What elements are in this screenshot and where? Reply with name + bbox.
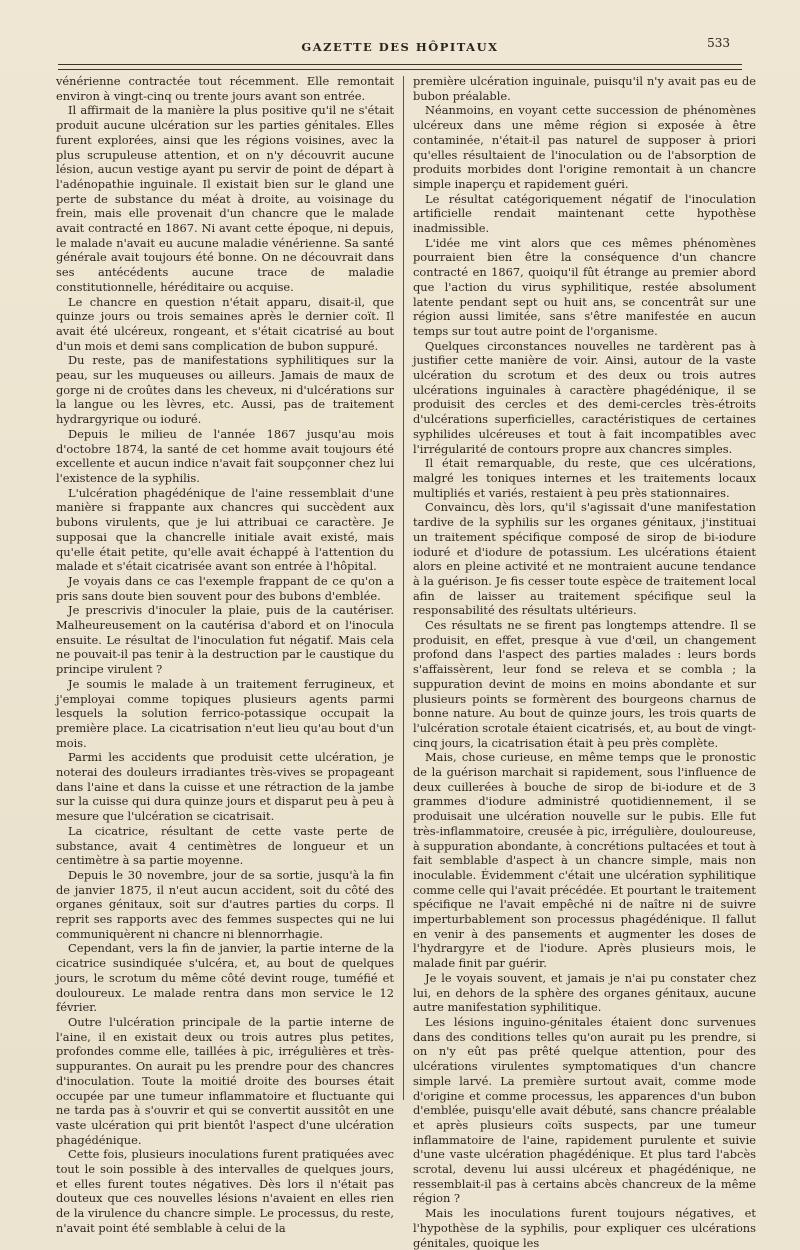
paragraph: Du reste, pas de manifestations syphilitiques sur la peau, sur les muqueuses ou ailleurs. Jamais de maux de gorge ni de croûtes dans les cheveux, ni d'ulcérations sur la langue ou les lèvres, etc. Aussi, pas de traitement hydrargyrique ou ioduré. bbox=[56, 353, 394, 427]
right-column bbox=[413, 74, 756, 1250]
text-columns bbox=[56, 74, 756, 1250]
page-header bbox=[58, 36, 742, 58]
paragraph: Le chancre en question n'était apparu, disait-il, que quinze jours ou trois semaines après le dernier coït. Il avait été ulcéreux, rongeant, et s'était cicatrisé au bout d'un mois et demi sans complication de bubon suppuré. bbox=[56, 294, 394, 353]
paragraph: vénérienne contractée tout récemment. Elle remontait environ à vingt-cinq ou trente jours avant son entrée. bbox=[56, 74, 394, 103]
header-rule bbox=[58, 64, 742, 70]
paragraph: La cicatrice, résultant de cette vaste perte de substance, avait 4 centimètres de longueur et un centimètre à sa partie moyenne. bbox=[56, 823, 394, 868]
paragraph: Le résultat catégoriquement négatif de l'inoculation artificielle rendait maintenant cette hypothèse inadmissible. bbox=[413, 191, 756, 236]
journal-title: GAZETTE DES HÔPITAUX bbox=[301, 40, 499, 54]
paragraph: Quelques circonstances nouvelles ne tardèrent pas à justifier cette manière de voir. Ainsi, autour de la vaste ulcération du scrotum et des deux ou trois autres ulcérations inguinales à caractère phagédénique, il se produisit des cercles et des demi-cercles très-étroits d'ulcérations superficielles, caractéristiques de certaines syphilides ulcéreuses et tout à fait incompatibles avec l'irrégularité de contours propre aux chancres simples. bbox=[413, 338, 756, 456]
paragraph: Cette fois, plusieurs inoculations furent pratiquées avec tout le soin possible à des intervalles de quelques jours, et elles furent toutes négatives. Dès lors il n'était pas douteux que ces nouvelles lésions n'avaient en elles rien de la virulence du chancre simple. Le processus, du reste, n'avait point été semblable à celui de la bbox=[56, 1147, 394, 1235]
paragraph: Les lésions inguino-génitales étaient donc survenues dans des conditions telles qu'on aurait pu les prendre, si on n'y eût pas prêté quelque attention, pour des ulcérations virulentes symptomatiques d'un chancre simple larvé. La première surtout avait, comme mode d'origine et comme processus, les apparences d'un bubon d'emblée, puisqu'elle avait débuté, sans chancre préalable et après plusieurs coïts suspects, par une tumeur inflammatoire de l'aine, rapidement purulente et suivie d'une vaste ulcération phagédénique. Et plus tard l'abcès scrotal, devenu lui aussi ulcéreux et phagédénique, ne ressemblait-il pas à certains abcès chancreux de la même région ? bbox=[413, 1015, 756, 1206]
paragraph: Mais, chose curieuse, en même temps que le pronostic de la guérison marchait si rapidement, sous l'influence de deux cuillerées à bouche de sirop de bi-iodure et de 3 grammes d'iodure administré quotidiennement, il se produisait une ulcération nouvelle sur le pubis. Elle fut très-inflammatoire, creusée à pic, irrégulière, douloureuse, à suppuration abondante, à concrétions pultacées et tout à fait semblable d'aspect à un chancre simple, mais non inoculable. Évidemment c'était une ulcération syphilitique comme celle qui l'avait précédée. Et pourtant le traitement spécifique ne l'avait empêché ni de naître ni de suivre imperturbablement son processus phagédénique. Il fallut en venir à des pansements et augmenter les doses de l'hydrargyre et de l'iodure. Après plusieurs mois, le malade finit par guérir. bbox=[413, 750, 756, 971]
paragraph: Ces résultats ne se firent pas longtemps attendre. Il se produisit, en effet, presque à vue d'œil, un changement profond dans l'aspect des parties malades : leurs bords s'affaissèrent, leur fond se releva et se combla ; la suppuration devint de moins en moins abondante et sur plusieurs points se formèrent des bourgeons charnus de bonne nature. Au bout de quinze jours, les trois quarts de l'ulcération scrotale étaient cicatrisés, et, au bout de vingt-cinq jours, la cicatrisation était à peu près complète. bbox=[413, 618, 756, 750]
paragraph: première ulcération inguinale, puisqu'il n'y avait pas eu de bubon préalable. bbox=[413, 74, 756, 103]
paragraph: Néanmoins, en voyant cette succession de phénomènes ulcéreux dans une même région si exposée à être contaminée, n'était-il pas naturel de supposer à priori qu'elles résultaient de l'inoculation ou de l'absorption de produits morbides dont l'origine remontait à un chancre simple inaperçu et rapidement guéri. bbox=[413, 103, 756, 191]
paragraph: Outre l'ulcération principale de la partie interne de l'aine, il en existait deux ou trois autres plus petites, profondes comme elle, taillées à pic, irrégulières et très-suppurantes. On aurait pu les prendre pour des chancres d'inoculation. Toute la moitié droite des bourses était occupée par une tumeur inflammatoire et fluctuante qui ne tarda pas à s'ouvrir et qui se convertit aussitôt en une vaste ulcération qui prit bientôt l'aspect d'une ulcération phagédénique. bbox=[56, 1015, 394, 1147]
column-divider bbox=[403, 76, 404, 1100]
paragraph: Cependant, vers la fin de janvier, la partie interne de la cicatrice susindiquée s'ulcéra, et, au bout de quelques jours, le scrotum du même côté devint rouge, tuméfié et douloureux. Le malade rentra dans mon service le 12 février. bbox=[56, 941, 394, 1015]
paragraph: Il était remarquable, du reste, que ces ulcérations, malgré les toniques internes et les traitements locaux multipliés et variés, restaient à peu près stationnaires. bbox=[413, 456, 756, 500]
paragraph: L'idée me vint alors que ces mêmes phénomènes pourraient bien être la conséquence d'un chancre contracté en 1867, quoiqu'il fût étrange au premier abord que l'action du virus syphilitique, restée absolument latente pendant sept ou huit ans, se concentrât sur une région aussi limitée, sans s'être manifestée en aucun temps sur tout autre point de l'organisme. bbox=[413, 235, 756, 338]
paragraph: L'ulcération phagédénique de l'aine ressemblait d'une manière si frappante aux chancres qui succèdent aux bubons virulents, que je lui attribuai ce caractère. Je supposai que la chancrelle initiale avait existé, mais qu'elle était petite, qu'elle avait échappé à l'attention du malade et s'était cicatrisée avant son entrée à l'hôpital. bbox=[56, 485, 394, 574]
paragraph: Je le voyais souvent, et jamais je n'ai pu constater chez lui, en dehors de la sphère des organes génitaux, aucune autre manifestation syphilitique. bbox=[413, 970, 756, 1015]
paragraph: Il affirmait de la manière la plus positive qu'il ne s'était produit aucune ulcération sur les parties génitales. Elles furent explorées, ainsi que les régions voisines, avec la plus scrupuleuse attention, et on n'y découvrit aucune lésion, aucun vestige ayant pu servir de point de départ à l'adénopathie inguinale. Il existait bien sur le gland une perte de substance du méat à droite, au voisinage du frein, mais elle provenait d'un chancre que le malade avait contracté en 1867. Ni avant cette époque, ni depuis, le malade n'avait eu aucune maladie vénérienne. Sa santé générale avait toujours été bonne. On ne découvrait dans ses antécédents aucune trace de maladie constitutionnelle, héréditaire ou acquise. bbox=[56, 103, 394, 294]
left-column bbox=[56, 74, 394, 1235]
paragraph: Parmi les accidents que produisit cette ulcération, je noterai des douleurs irradiantes très-vives se propageant dans l'aine et dans la cuisse et une rétraction de la jambe sur la cuisse qui dura quinze jours et disparut peu à peu à mesure que l'ulcération se cicatrisait. bbox=[56, 750, 394, 824]
paragraph: Depuis le milieu de l'année 1867 jusqu'au mois d'octobre 1874, la santé de cet homme avait toujours été excellente et aucun indice n'avait fait soupçonner chez lui l'existence de la syphilis. bbox=[56, 426, 394, 485]
paragraph: Je voyais dans ce cas l'exemple frappant de ce qu'on a pris sans doute bien souvent pour des bubons d'emblée. bbox=[56, 573, 394, 603]
paragraph: Je prescrivis d'inoculer la plaie, puis de la cautériser. Malheureusement on la cautérisa d'abord et on l'inocula ensuite. Le résultat de l'inoculation fut négatif. Mais cela ne pouvait-il pas tenir à la destruction par le caustique du principe virulent ? bbox=[56, 603, 394, 677]
paragraph: Mais les inoculations furent toujours négatives, et l'hypothèse de la syphilis, pour expliquer ces ulcérations génitales, quoique les bbox=[413, 1206, 756, 1250]
paragraph: Je soumis le malade à un traitement ferrugineux, et j'employai comme topiques plusieurs agents parmi lesquels la solution ferrico-potassique occupait la première place. La cicatrisation n'eut lieu qu'au bout d'un mois. bbox=[56, 676, 394, 750]
paragraph: Convaincu, dès lors, qu'il s'agissait d'une manifestation tardive de la syphilis sur les organes génitaux, j'instituai un traitement spécifique composé de sirop de bi-iodure ioduré et d'iodure de potassium. Les ulcérations étaient alors en pleine activité et ne montraient aucune tendance à la guérison. Je fis cesser toute espèce de traitement local afin de laisser au traitement spécifique seul la responsabilité des résultats ultérieurs. bbox=[413, 500, 756, 618]
paragraph: Depuis le 30 novembre, jour de sa sortie, jusqu'à la fin de janvier 1875, il n'eut aucun accident, soit du côté des organes génitaux, soit sur d'autres parties du corps. Il reprit ses rapports avec des femmes suspectes qui ne lui communiquèrent ni chancre ni blennorrhagie. bbox=[56, 867, 394, 941]
page-number: 533 bbox=[707, 36, 730, 50]
